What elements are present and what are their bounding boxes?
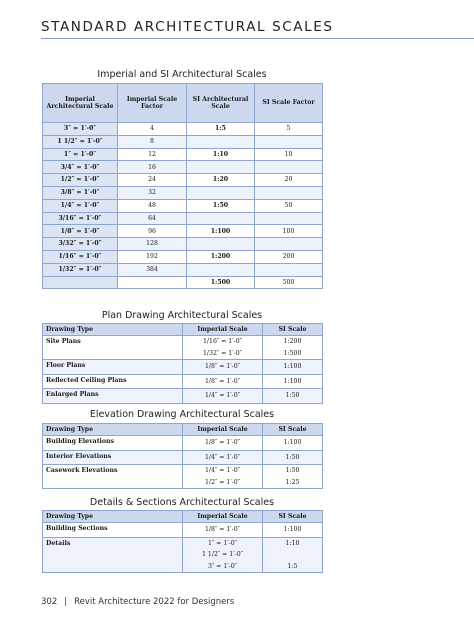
table-cell: [187, 263, 255, 276]
si-scale-cell: [263, 537, 323, 573]
column-header: Drawing Type: [43, 324, 183, 336]
table-cell: [255, 161, 323, 174]
table-cell: 12: [118, 148, 187, 161]
table-row: [43, 225, 323, 238]
drawing-type-cell: Casework Elevations: [43, 465, 183, 489]
imperial-scale-cell: [183, 450, 263, 465]
si-scale-cell: [263, 450, 323, 465]
table-cell: [187, 161, 255, 174]
column-header: Drawing Type: [43, 424, 183, 436]
table-row: [43, 336, 323, 360]
column-header: Imperial Scale Factor: [118, 84, 187, 123]
column-header: SI Scale Factor: [255, 84, 323, 123]
table-cell: 192: [118, 250, 187, 263]
table-cell: [187, 212, 255, 225]
table-cell: 5: [255, 123, 323, 136]
table-cell: 1/32″ = 1′-0″: [43, 263, 118, 276]
table-row: [43, 238, 323, 251]
table-row: [43, 389, 323, 404]
imperial-scale-cell: [183, 374, 263, 389]
drawing-type-cell: Floor Plans: [43, 360, 183, 375]
table-cell: 1:200: [187, 250, 255, 263]
table-cell: [187, 186, 255, 199]
table-row: [43, 212, 323, 225]
drawing-type-cell: Building Elevations: [43, 436, 183, 451]
column-header: Imperial Architectural Scale: [43, 84, 118, 123]
si-scale-cell: [263, 436, 323, 451]
column-header: Imperial Scale: [183, 324, 263, 336]
table-row: [43, 276, 323, 289]
si-scale-cell: [263, 360, 323, 375]
si-scale-value: 1:50: [285, 467, 300, 474]
page-footer: [41, 597, 234, 607]
table-cell: 48: [118, 199, 187, 212]
table-cell: 32: [118, 186, 187, 199]
imperial-scale-cell: [183, 537, 263, 573]
column-header: SI Scale: [263, 511, 323, 523]
elevation-scales-table: [42, 423, 323, 489]
table-cell: [255, 238, 323, 251]
si-scale-value: 1:50: [285, 453, 300, 461]
table-cell: [255, 135, 323, 148]
table-header-row: [43, 84, 323, 123]
drawing-type-cell: Reflected Ceiling Plans: [43, 374, 183, 389]
table-cell: [187, 135, 255, 148]
table-cell: 384: [118, 263, 187, 276]
column-header: Imperial Scale: [183, 424, 263, 436]
imperial-scale-cell: [183, 360, 263, 375]
table-row: [43, 374, 323, 389]
table-cell: 10: [255, 148, 323, 161]
table-cell: 50: [255, 199, 323, 212]
table-cell: 1 1/2″ = 1′-0″: [43, 135, 118, 148]
drawing-type-cell: Enlarged Plans: [43, 389, 183, 404]
elevation-table-caption: Elevation Drawing Architectural Scales: [89, 409, 275, 420]
table-cell: 64: [118, 212, 187, 225]
details-sections-scales-table: [42, 510, 323, 573]
imperial-scale-value: 1/16″ = 1′-0″: [202, 338, 242, 345]
table-cell: 3/16″ = 1′-0″: [43, 212, 118, 225]
si-scale-value: 1:25: [285, 478, 300, 486]
si-scale-value: 1:50: [285, 392, 300, 399]
si-scale-value: 1:500: [283, 349, 302, 357]
table-cell: 1:20: [187, 174, 255, 187]
imperial-scale-value: 1/8″ = 1′-0″: [204, 439, 241, 446]
table-cell: 3/4″ = 1′-0″: [43, 161, 118, 174]
table-cell: 1″ = 1′-0″: [43, 148, 118, 161]
table-header-row: [43, 511, 323, 523]
table-cell: 3″ = 1′-0″: [43, 123, 118, 136]
table-cell: 1:50: [187, 199, 255, 212]
si-scale-value: 1:200: [283, 338, 302, 345]
table-row: [43, 263, 323, 276]
si-scale-value: 1:10: [285, 539, 300, 547]
table-row: [43, 123, 323, 136]
table-row: [43, 199, 323, 212]
table-row: [43, 465, 323, 489]
table-row: [43, 436, 323, 451]
table-cell: 128: [118, 238, 187, 251]
table-row: [43, 450, 323, 465]
table-cell: 16: [118, 161, 187, 174]
details-table-caption: Details & Sections Architectural Scales: [89, 497, 275, 508]
si-scale-cell: [263, 374, 323, 389]
column-header: SI Architectural Scale: [187, 84, 255, 123]
table-row: [43, 148, 323, 161]
drawing-type-cell: Site Plans: [43, 336, 183, 360]
imperial-scale-value: 1″ = 1′-0″: [207, 539, 238, 547]
table-row: [43, 523, 323, 538]
imperial-si-scales-table: [42, 83, 323, 289]
table-cell: [255, 263, 323, 276]
si-scale-value: 1:5: [287, 562, 298, 570]
table-row: [43, 250, 323, 263]
si-scale-value: [266, 549, 319, 561]
si-scale-cell: [263, 465, 323, 489]
imperial-scale-value: 1/4″ = 1′-0″: [204, 453, 241, 461]
column-header: SI Scale: [263, 324, 323, 336]
table-cell: 1:5: [187, 123, 255, 136]
imperial-scale-cell: [183, 523, 263, 538]
plan-table-caption: Plan Drawing Architectural Scales: [101, 310, 263, 321]
si-scale-cell: [263, 389, 323, 404]
table-cell: 1/2″ = 1′-0″: [43, 174, 118, 187]
book-title: Revit Architecture 2022 for Designers: [74, 597, 235, 607]
imperial-scale-value: 1/2″ = 1′-0″: [204, 478, 241, 486]
imperial-scale-value: 1/32″ = 1′-0″: [202, 349, 242, 357]
imperial-scale-cell: [183, 436, 263, 451]
imperial-scale-value: 1/8″ = 1′-0″: [204, 526, 241, 533]
si-scale-value: 1:100: [283, 439, 302, 446]
table-cell: 1/16″ = 1′-0″: [43, 250, 118, 263]
imperial-scale-value: 1/4″ = 1′-0″: [204, 392, 241, 399]
table-cell: 8: [118, 135, 187, 148]
table-cell: 1/4″ = 1′-0″: [43, 199, 118, 212]
table-cell: 3/8″ = 1′-0″: [43, 186, 118, 199]
si-scale-value: 1:100: [283, 526, 302, 533]
plan-scales-table: [42, 323, 323, 404]
column-header: Imperial Scale: [183, 511, 263, 523]
table-header-row: [43, 424, 323, 436]
si-scale-cell: [263, 523, 323, 538]
si-scale-cell: [263, 336, 323, 360]
page-number: 302: [41, 597, 58, 607]
si-scale-value: 1:100: [283, 363, 302, 370]
table-cell: 1:100: [187, 225, 255, 238]
table-cell: 500: [255, 276, 323, 289]
table-cell: [118, 276, 187, 289]
table-row: [43, 161, 323, 174]
table-cell: [187, 238, 255, 251]
column-header: Drawing Type: [43, 511, 183, 523]
table-cell: [43, 276, 118, 289]
imperial-scale-cell: [183, 336, 263, 360]
imperial-scale-value: 1/8″ = 1′-0″: [204, 377, 241, 385]
imperial-scale-value: 3″ = 1′-0″: [207, 562, 238, 570]
footer-separator: |: [64, 597, 68, 607]
table-cell: 100: [255, 225, 323, 238]
table-cell: 1:10: [187, 148, 255, 161]
table-cell: 1/8″ = 1′-0″: [43, 225, 118, 238]
table-row: [43, 360, 323, 375]
imperial-scale-value: 1 1/2″ = 1′-0″: [202, 551, 243, 558]
si-scale-value: 1:100: [283, 377, 302, 385]
column-header: SI Scale: [263, 424, 323, 436]
table-cell: [255, 212, 323, 225]
table-row: [43, 174, 323, 187]
table-cell: 96: [118, 225, 187, 238]
table-cell: 1:500: [187, 276, 255, 289]
table-cell: [255, 186, 323, 199]
page-title: STANDARD ARCHITECTURAL SCALES: [41, 19, 334, 35]
imperial-scale-cell: [183, 389, 263, 404]
drawing-type-cell: Building Sections: [43, 523, 183, 538]
imperial-scale-value: 1/8″ = 1′-0″: [204, 363, 241, 370]
main-table-caption: Imperial and SI Architectural Scales: [97, 69, 267, 80]
table-row: [43, 537, 323, 573]
table-cell: 20: [255, 174, 323, 187]
table-cell: 24: [118, 174, 187, 187]
table-cell: 3/32″ = 1′-0″: [43, 238, 118, 251]
table-cell: 4: [118, 123, 187, 136]
title-rule: [41, 38, 474, 39]
table-header-row: [43, 324, 323, 336]
table-row: [43, 135, 323, 148]
imperial-scale-value: 1/4″ = 1′-0″: [204, 467, 241, 474]
drawing-type-cell: Interior Elevations: [43, 450, 183, 465]
table-row: [43, 186, 323, 199]
imperial-scale-cell: [183, 465, 263, 489]
table-cell: 200: [255, 250, 323, 263]
drawing-type-cell: Details: [43, 537, 183, 573]
